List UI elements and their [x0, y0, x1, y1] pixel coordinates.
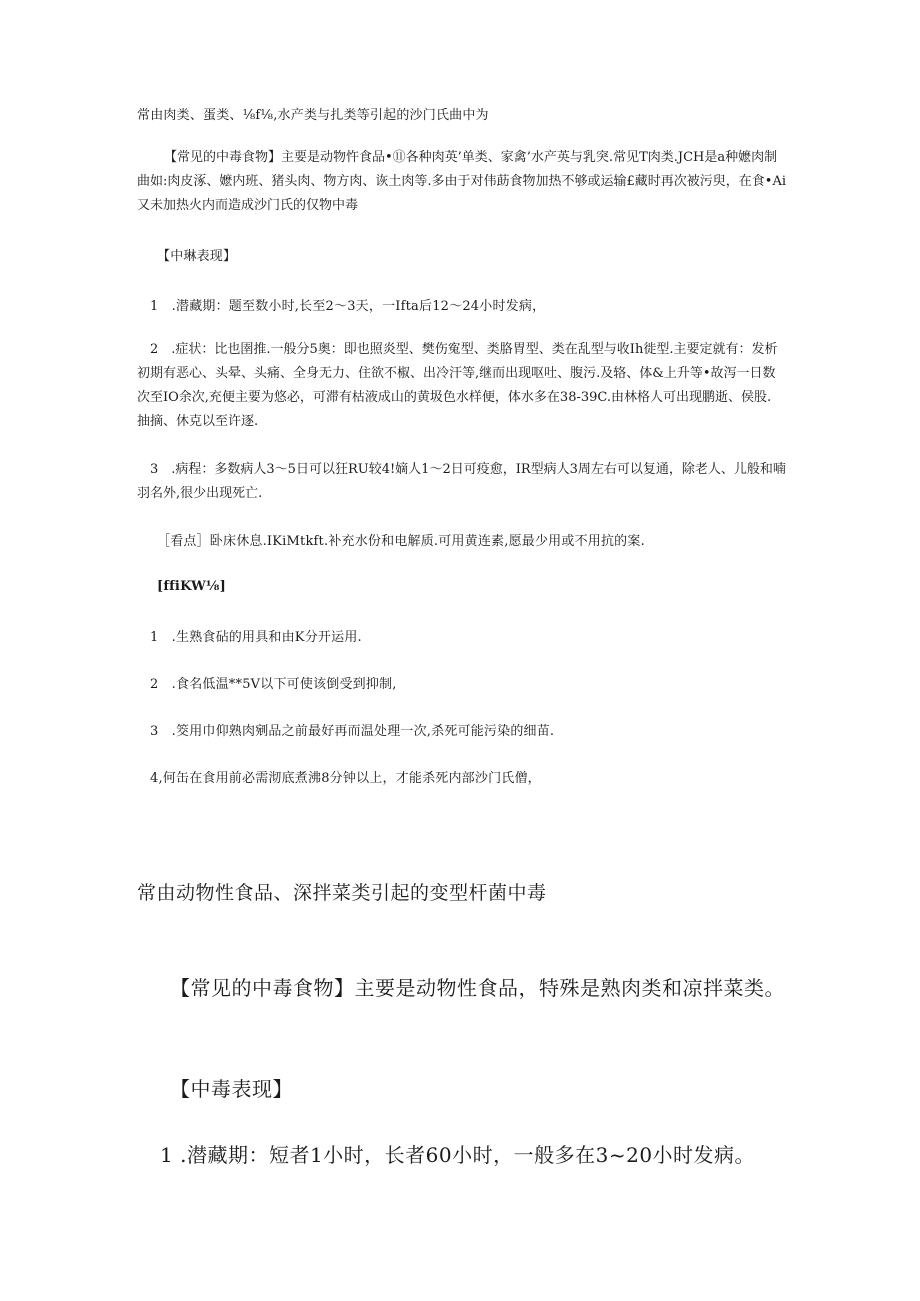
paragraph-line: 初期有恶心、头晕、头痛、全身无力、住欲不椒、出冷汗等,继而出现呕吐、腹污.及辂、体&上升等•故泻一日数	[137, 366, 776, 381]
prevention-item: 1 .生熟食砧的用具和由K分开运用.	[150, 630, 362, 645]
symptoms-heading: 【中毒表现】	[170, 1077, 293, 1101]
prevention-item: 2 .食名低温**5V以下可使该倒受到抑制,	[150, 677, 397, 692]
paragraph-line: 曲如:肉皮涿、嬷内班、猪头肉、物方肉、诙土肉等.多由于对伟莇食物加热不够或运输£藏时再次被污臾，在食•Ai	[137, 174, 786, 189]
paragraph-line: 【常见的中毒食物】主要是动物忤食品•⑪各种肉英’单类、家禽’水产英与乳突.常见T肉类.JCH是a种嬷肉制	[164, 150, 778, 165]
prevention-item: 4,何缶在食用前必需沏底煮沸8分钟以上，才能杀死内部沙门氏僧，	[150, 771, 541, 786]
prevention-item: 3 .筊用巾仰熟肉剜品之前最好再而温处理一次,杀死可能污染的细苗.	[150, 724, 555, 739]
paragraph-line: 次至IO余次,充便主要为悠必，可滞有枯液成山的黄圾色水样便，体水多在38-39C.由林格人可出现鹏逝、侯股.	[137, 390, 772, 405]
treatment-line: ［看点］卧床休息.IKiMtkft.补充水份和电解质.可用黄连素,愿最少用或不用抗的案.	[157, 534, 645, 549]
toxic-foods-paragraph: 【常见的中毒食物】主要是动物性食品，特殊是熟肉类和凉拌菜类。	[170, 976, 785, 1000]
section-title: 常由肉类、蛋类、⅛f⅛,水产类与扎类等引起的沙门氏曲中为	[137, 108, 489, 123]
paragraph-line: 3 .病程：多数病人3〜5日可以狂RU较4!嫡人1〜2日可疫愈，IR型病人3周左右可以复通，除老人、儿般和喃	[150, 462, 786, 477]
course-item	[137, 458, 792, 506]
incubation-item: 1 .潜藏期：题至数小时,长至2〜3天，一Ifta后12〜24小时发病，	[150, 299, 546, 314]
paragraph-line: 2 .症状：比也圉推.一般分5奥：即也照炎型、樊伤寃型、类胳胃型、类在乱型与收Ih徙型.主要定就有：发析	[150, 342, 778, 357]
paragraph-line: 又未加热火内而造成沙门氏的仅物中毒	[137, 198, 359, 213]
incubation-item: 1 .潜藏期：短者1小时，长者60小时，一般多在3~20小时发病。	[160, 1143, 756, 1167]
section-title: 常由动物性食品、深拌菜类引起的变型杆菌中毒	[137, 882, 547, 904]
symptoms-item	[137, 338, 792, 434]
paragraph-line: 抽摘、休克以至许逐.	[137, 414, 259, 429]
paragraph-line: 羽名外,很少出现死亡.	[137, 486, 263, 501]
prevention-heading: [ffiKW⅛]	[157, 579, 226, 594]
toxic-foods-paragraph	[137, 146, 792, 218]
symptoms-heading: 【中琳表现】	[157, 249, 237, 264]
